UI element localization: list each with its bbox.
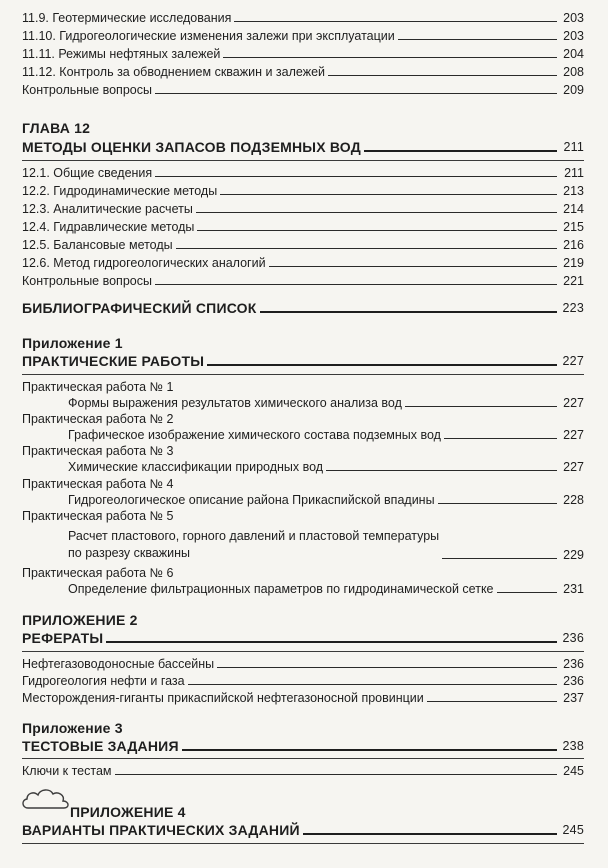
page-number: 209 <box>563 83 584 97</box>
page-number: 221 <box>563 274 584 288</box>
toc-entry-chapter-12[interactable]: МЕТОДЫ ОЦЕНКИ ЗАПАСОВ ПОДЗЕМНЫХ ВОД 211 <box>22 139 584 155</box>
page-number: 216 <box>563 238 584 252</box>
toc-entry-12-1[interactable]: 12.1. Общие сведения 211 <box>22 166 584 180</box>
toc-entry-12-4[interactable]: 12.4. Гидравлические методы 215 <box>22 220 584 234</box>
section-divider <box>22 374 584 375</box>
toc-entry-11-10[interactable]: 11.10. Гидрогеологические изменения залежи при эксплуатации 203 <box>22 29 584 43</box>
toc-entry-11-9[interactable]: 11.9. Геотермические исследования 203 <box>22 11 584 25</box>
page-number: 208 <box>563 65 584 79</box>
section-divider <box>22 160 584 161</box>
practical-work-5-label: Практическая работа № 5 <box>22 509 174 523</box>
page-number: 215 <box>563 220 584 234</box>
page-number: 223 <box>562 301 584 315</box>
page-number: 227 <box>563 460 584 474</box>
practical-work-1-label: Практическая работа № 1 <box>22 380 174 394</box>
toc-entry-appendix-4[interactable]: ВАРИАНТЫ ПРАКТИЧЕСКИХ ЗАДАНИЙ 245 <box>22 822 584 838</box>
page-number: 204 <box>563 47 584 61</box>
toc-entry-12-5[interactable]: 12.5. Балансовые методы 216 <box>22 238 584 252</box>
page-number: 213 <box>563 184 584 198</box>
toc-entry-test-keys[interactable]: Ключи к тестам 245 <box>22 764 584 778</box>
page-number: 203 <box>563 11 584 25</box>
toc-entry-bibliography[interactable]: БИБЛИОГРАФИЧЕСКИЙ СПИСОК 223 <box>22 300 584 316</box>
toc-entry-control-questions-12[interactable]: Контрольные вопросы 221 <box>22 274 584 288</box>
toc-entry-12-2[interactable]: 12.2. Гидродинамические методы 213 <box>22 184 584 198</box>
page-number: 211 <box>564 166 584 180</box>
page-number: 245 <box>562 823 584 837</box>
page-number: 203 <box>563 29 584 43</box>
toc-entry-practical-work-3[interactable]: Химические классификации природных вод 227 <box>68 460 584 474</box>
appendix-4-label: ПРИЛОЖЕНИЕ 4 <box>70 804 186 820</box>
section-divider <box>22 758 584 759</box>
practical-work-2-label: Практическая работа № 2 <box>22 412 174 426</box>
toc-entry-hydrogeology-oil-gas[interactable]: Гидрогеология нефти и газа 236 <box>22 674 584 688</box>
toc-entry-practical-work-4[interactable]: Гидрогеологическое описание района Прикаспийской впадины 228 <box>68 493 584 507</box>
toc-entry-practical-work-5[interactable]: Расчет пластового, горного давлений и пластовой температуры по разрезу скважины 229 <box>68 529 584 562</box>
page-number: 227 <box>563 396 584 410</box>
appendix-3-label: Приложение 3 <box>22 720 123 736</box>
toc-entry-12-3[interactable]: 12.3. Аналитические расчеты 214 <box>22 202 584 216</box>
toc-entry-11-11[interactable]: 11.11. Режимы нефтяных залежей 204 <box>22 47 584 61</box>
page-number: 227 <box>562 354 584 368</box>
page-number: 228 <box>563 493 584 507</box>
page-number: 231 <box>563 582 584 596</box>
toc-entry-appendix-1[interactable]: ПРАКТИЧЕСКИЕ РАБОТЫ 227 <box>22 353 584 369</box>
page-number: 237 <box>563 691 584 705</box>
toc-entry-control-questions-11[interactable]: Контрольные вопросы 209 <box>22 83 584 97</box>
practical-work-3-label: Практическая работа № 3 <box>22 444 174 458</box>
toc-entry-11-12[interactable]: 11.12. Контроль за обводнением скважин и залежей 208 <box>22 65 584 79</box>
page-number: 211 <box>563 140 584 154</box>
page-number: 236 <box>563 674 584 688</box>
toc-entry-12-6[interactable]: 12.6. Метод гидрогеологических аналогий 219 <box>22 256 584 270</box>
toc-entry-appendix-3[interactable]: ТЕСТОВЫЕ ЗАДАНИЯ 238 <box>22 738 584 754</box>
page-number: 227 <box>563 428 584 442</box>
chapter-12-label: ГЛАВА 12 <box>22 120 91 136</box>
page-number: 238 <box>562 739 584 753</box>
page-number: 236 <box>563 657 584 671</box>
page-number: 219 <box>563 256 584 270</box>
page-number: 214 <box>563 202 584 216</box>
toc-entry-giant-fields[interactable]: Месторождения-гиганты прикаспийской нефтегазоносной провинции 237 <box>22 691 584 705</box>
toc-entry-oil-gas-water-basins[interactable]: Нефтегазоводоносные бассейны 236 <box>22 657 584 671</box>
page-number: 236 <box>562 631 584 645</box>
section-divider <box>22 843 584 844</box>
toc-entry-practical-work-1[interactable]: Формы выражения результатов химического анализа вод 227 <box>68 396 584 410</box>
cloud-icon <box>20 786 72 812</box>
appendix-1-label: Приложение 1 <box>22 335 123 351</box>
section-divider <box>22 651 584 652</box>
page-number: 229 <box>563 548 584 562</box>
page-number: 245 <box>563 764 584 778</box>
toc-entry-appendix-2[interactable]: РЕФЕРАТЫ 236 <box>22 630 584 646</box>
appendix-2-label: ПРИЛОЖЕНИЕ 2 <box>22 612 138 628</box>
practical-work-6-label: Практическая работа № 6 <box>22 566 174 580</box>
practical-work-4-label: Практическая работа № 4 <box>22 477 174 491</box>
toc-entry-practical-work-2[interactable]: Графическое изображение химического состава подземных вод 227 <box>68 428 584 442</box>
toc-entry-practical-work-6[interactable]: Определение фильтрационных параметров по гидродинамической сетке 231 <box>68 582 584 596</box>
